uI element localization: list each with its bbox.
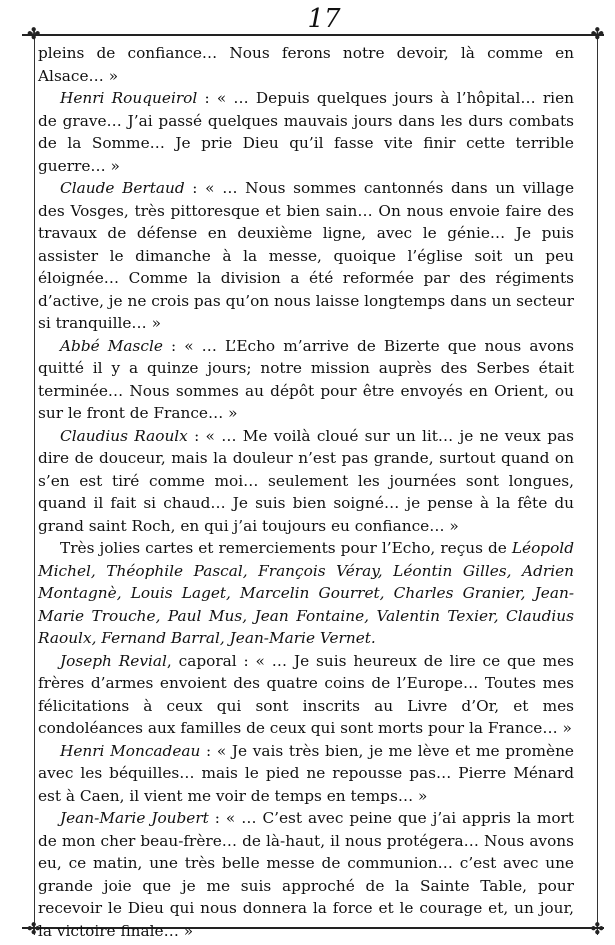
paragraph: [38, 335, 574, 425]
sender-name: Jean-Marie Joubert: [60, 809, 209, 827]
sender-name: Henri Rouqueirol: [60, 89, 198, 107]
paragraph: [38, 87, 574, 177]
top-rule: [22, 34, 604, 36]
page-number: 17: [294, 4, 354, 34]
paragraph: [38, 740, 574, 808]
paragraph-text: : « … L’Echo m’arrive de Bizerte que nous avons quitté il y a quinze jours; notre mission auprès des Serbes était terminée… Nous sommes au dépôt pour être envoyés en Orient, ou sur le front de France… »: [38, 336, 574, 422]
paragraph: [38, 650, 574, 740]
paragraph-text: Très jolies cartes et remerciements pour l’Echo, reçus de: [60, 539, 512, 557]
left-rule: [34, 28, 35, 935]
body-text: [38, 42, 574, 942]
paragraph: [38, 177, 574, 335]
corner-ornament-icon: ✤: [27, 919, 41, 938]
paragraph-text: : « … Me voilà cloué sur un lit… je ne veux pas dire de douceur, mais la douleur n’est pas grande, surtout quand on s’en est tiré comme moi… seulement les journées sont longues, quand il fait si chaud… Je suis bien soigné… je pense à la fête du grand saint Roch, en qui j’ai toujours eu confiance… »: [38, 426, 574, 535]
paragraph: [38, 537, 574, 650]
right-rule: [597, 28, 598, 935]
paragraph-text: pleins de confiance… Nous ferons notre devoir, là comme en Alsace… »: [38, 44, 574, 85]
sender-name: Claudius Raoulx: [60, 426, 188, 445]
paragraph: [38, 807, 574, 942]
paragraph-text: : « … Depuis quelques jours à l’hôpital… rien de grave… J’ai passé quelques mauvais jours dans les durs combats de la Somme… Je prie Dieu qu’il fasse vite finir cette terrible guerre… »: [38, 89, 574, 175]
paragraph-text: : « … Nous sommes cantonnés dans un village des Vosges, très pittoresque et bien sain… On nous envoie faire des travaux de défense en deuxième ligne, avec le génie… Je puis assister le dimanche à la messe, quoique l’église soit un peu éloignée… Comme la division a été reformée par des régiments d’active, je ne crois pas qu’on nous laisse longtemps dans un secteur si tranquille… »: [38, 179, 574, 332]
paragraph: [38, 42, 574, 87]
sender-name: Joseph Revial: [60, 651, 167, 670]
sender-name: Henri Moncadeau: [60, 741, 201, 760]
sender-name: Claude Bertaud: [60, 179, 185, 197]
corner-ornament-icon: ✤: [27, 24, 41, 43]
corner-ornament-icon: ✤: [590, 24, 604, 43]
paragraph: [38, 425, 574, 538]
paragraph-text: , caporal : « … Je suis heureux de lire ce que mes frères d’armes envoient des quatre coins de l’Europe… Toutes mes félicitations à ceux qui sont inscrits au Livre d’Or, et mes condoléances aux familles de ceux qui sont morts pour la France… »: [38, 651, 575, 737]
paragraph-text: : « Je vais très bien, je me lève et me promène avec les béquilles… mais le pied ne repousse pas… Pierre Ménard est à Caen, il vient me voir de temps en temps… »: [38, 741, 574, 805]
name-list: Léopold Michel, Théophile Pascal, François Véray, Léontin Gilles, Adrien Montagnè, Louis Laget, Marcelin Gourret, Charles Granier, Jean-Marie Trouche, Paul Mus, Jean Fontaine, Valentin Texier, Claudius Raoulx, Fernand Barral, Jean-Marie Vernet.: [38, 539, 574, 647]
paragraph-text: : « … C’est avec peine que j’ai appris la mort de mon cher beau-frère… de là-haut, il nous protégera… Nous avons eu, ce matin, une très belle messe de communion… c’est avec une grande joie que je me suis approché de la Sainte Table, pour recevoir le Dieu qui nous donnera la force et le courage et, un jour, la victoire finale… »: [38, 809, 574, 940]
corner-ornament-icon: ✤: [590, 919, 604, 938]
sender-name: Abbé Mascle: [60, 336, 163, 355]
